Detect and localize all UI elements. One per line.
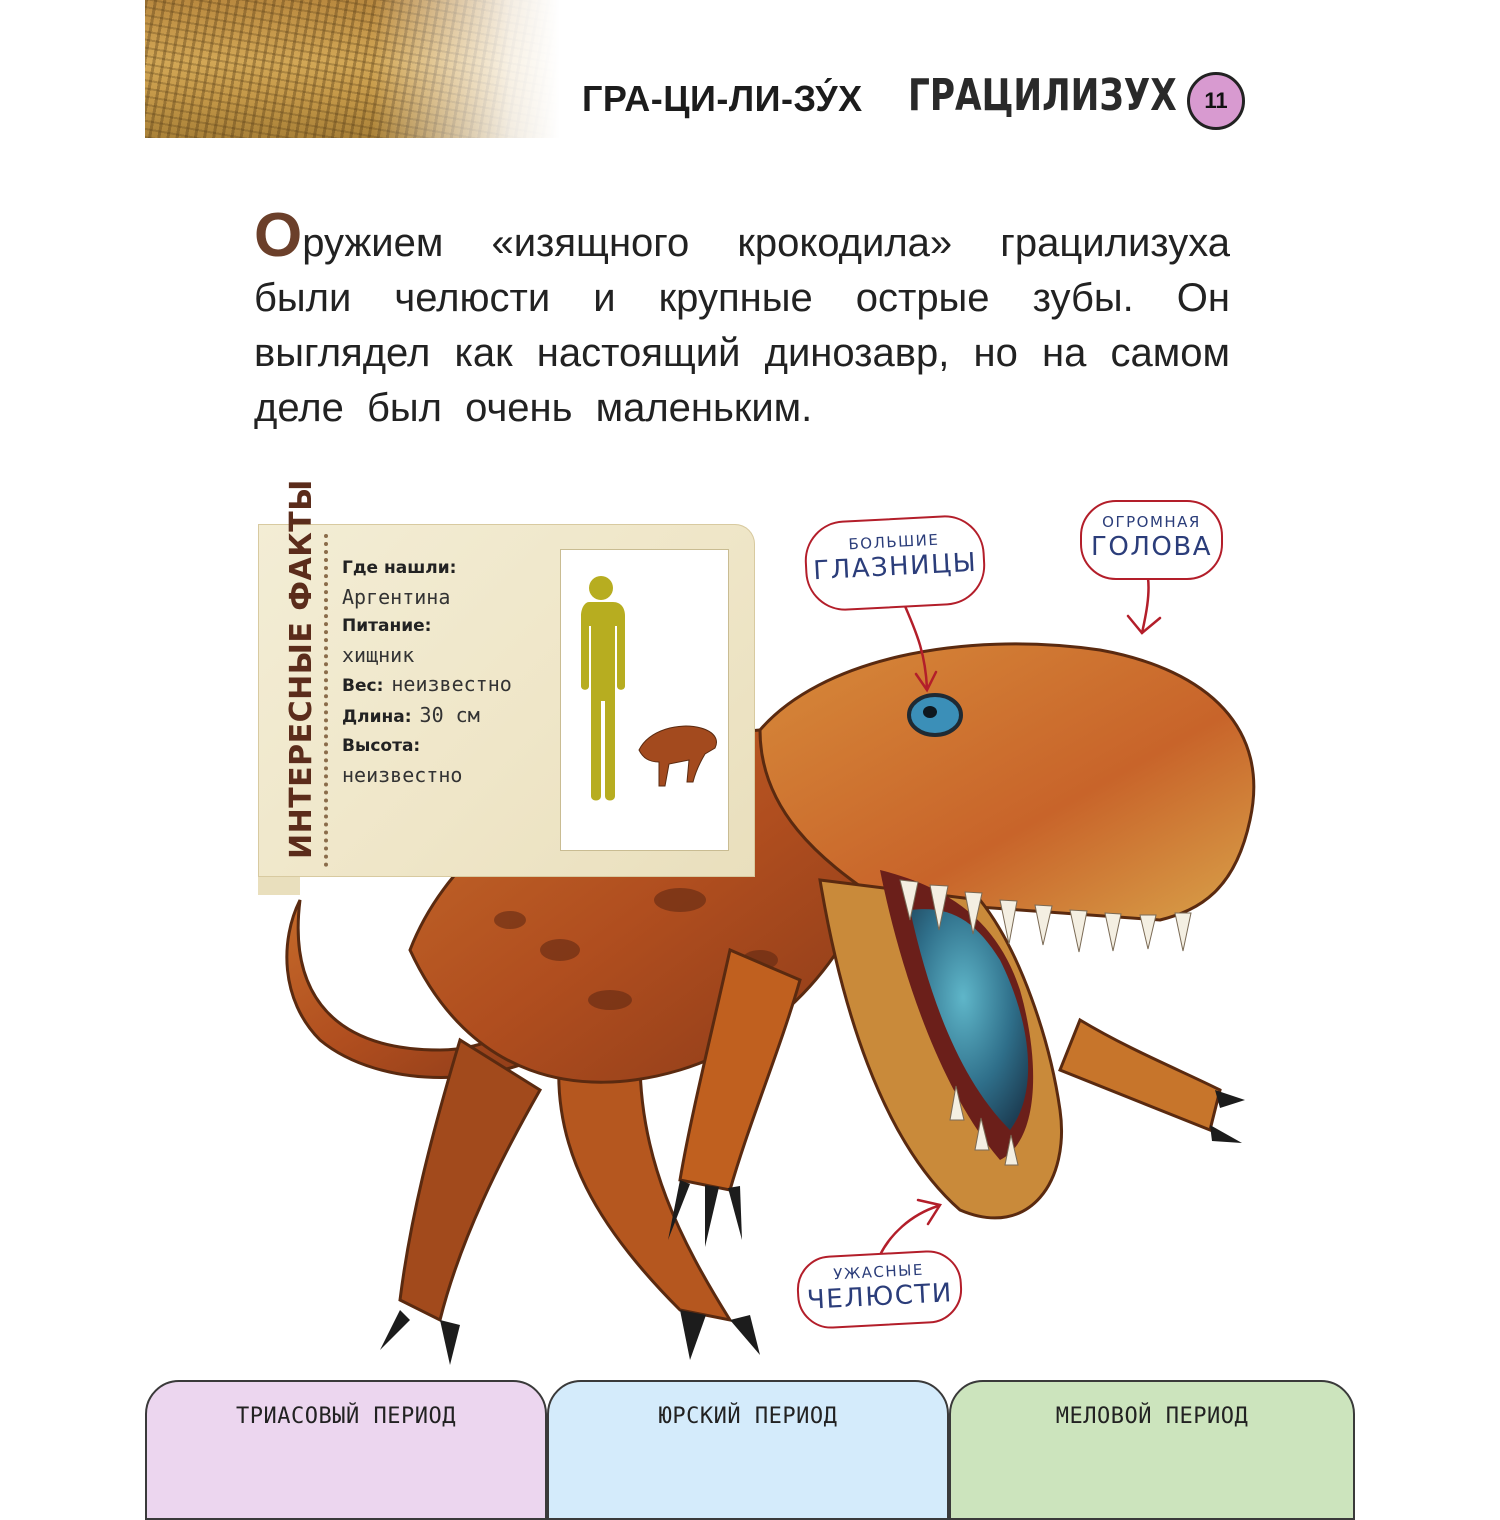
height-label: Высота: — [342, 736, 421, 756]
tab-cretaceous — [949, 1380, 1355, 1520]
diet-label: Питание: — [342, 616, 432, 636]
tab-cretaceous-label: МЕЛОВОЙ ПЕРИОД — [1055, 1404, 1249, 1429]
callout-eye-sockets-small: БОЛЬШИЕ — [848, 530, 940, 554]
found-label: Где нашли: — [342, 558, 457, 578]
arrow-jaws — [880, 1206, 938, 1255]
callout-terrible-jaws-small: УЖАСНЫЕ — [832, 1260, 925, 1284]
tab-jurassic — [547, 1380, 949, 1520]
height-value: неизвестно — [342, 763, 463, 787]
tab-jurassic-label: ЮРСКИЙ ПЕРИОД — [658, 1404, 838, 1429]
length-value: 30 см — [419, 703, 480, 727]
pronunciation: ГРА-ЦИ-ЛИ-ЗУ́Х — [582, 78, 863, 119]
tab-triassic — [145, 1380, 547, 1520]
callout-huge-head-small: ОГРОМНАЯ — [1102, 513, 1201, 531]
callout-terrible-jaws — [795, 1249, 964, 1331]
callout-huge-head — [1080, 500, 1223, 580]
weight-value: неизвестно — [391, 672, 512, 696]
page-title: ГРАЦИЛИЗУХ — [908, 70, 1177, 121]
callout-huge-head-big: ГОЛОВА — [1091, 532, 1212, 562]
fact-card-heading: ИНТЕРЕСНЫЕ ФАКТЫ — [284, 479, 319, 859]
intro-text: ружием «изящного крокодила» грацилизуха были челюсти и крупные острые зубы. Он выглядел как настоящий динозавр, но на самом деле был очень маленьким. — [254, 221, 1230, 430]
drop-cap: О — [254, 201, 303, 270]
tab-triassic-label: ТРИАСОВЫЙ ПЕРИОД — [236, 1404, 456, 1429]
found-value: Аргентина — [342, 585, 451, 609]
weight-label: Вес: — [342, 676, 384, 696]
page-number: 11 — [1204, 88, 1228, 113]
callout-terrible-jaws-big: ЧЕЛЮСТИ — [806, 1278, 954, 1316]
callout-eye-sockets-big: ГЛАЗНИЦЫ — [812, 547, 978, 587]
diet-value: хищник — [342, 643, 415, 667]
callout-eye-sockets — [803, 513, 987, 612]
length-label: Длина: — [342, 707, 412, 727]
arrow-head — [1142, 578, 1149, 633]
